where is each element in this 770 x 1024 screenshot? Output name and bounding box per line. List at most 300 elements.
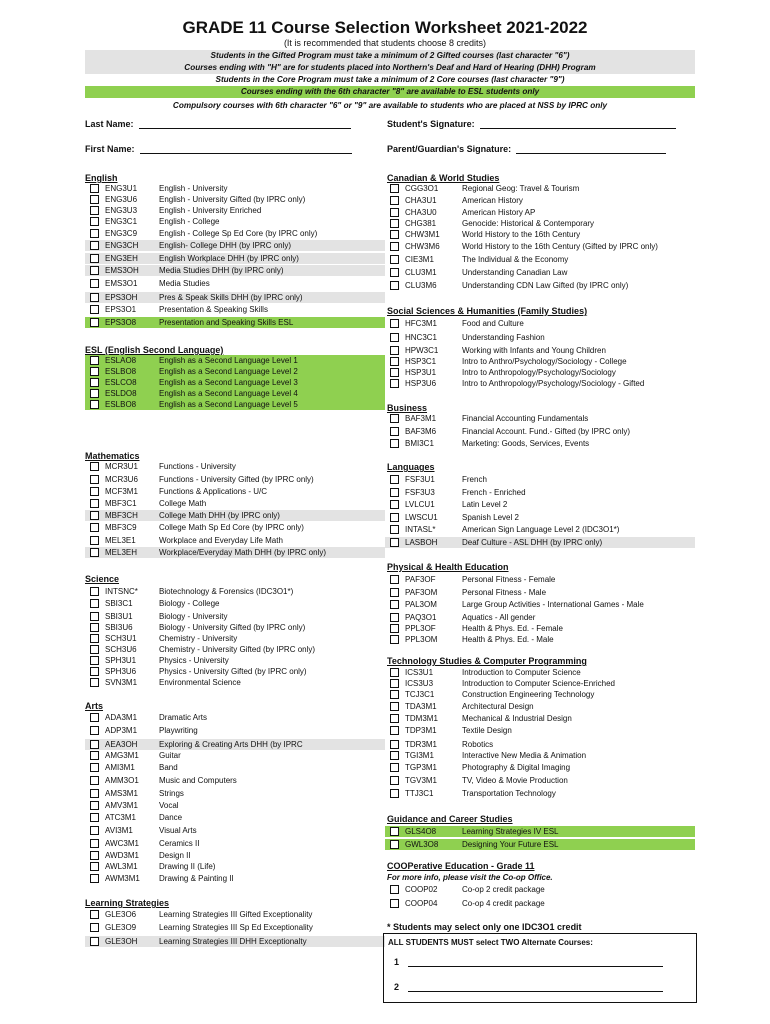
- course-checkbox[interactable]: [90, 184, 99, 193]
- course-row-aea3oh[interactable]: [85, 739, 385, 750]
- course-description: Biology - College: [159, 599, 220, 608]
- course-description: Interactive New Media & Animation: [462, 751, 587, 760]
- course-checkbox[interactable]: [90, 667, 99, 676]
- course-row-hnc3c1[interactable]: [385, 332, 695, 343]
- alternate-number-1: 1: [394, 957, 400, 967]
- course-row-tgp3m1[interactable]: [385, 762, 695, 773]
- course-code: GLE3O9: [105, 923, 137, 932]
- course-checkbox[interactable]: [90, 937, 99, 946]
- course-description: English as a Second Language Level 5: [159, 400, 298, 409]
- course-row-sbi3u1[interactable]: [85, 611, 385, 622]
- course-code: GWL3O8: [405, 840, 439, 849]
- course-checkbox[interactable]: [90, 813, 99, 822]
- section-title-science: Science: [85, 574, 120, 584]
- course-description: World History to the 16th Century (Gifted by IPRC only): [462, 242, 658, 251]
- course-checkbox[interactable]: [90, 612, 99, 621]
- course-checkbox[interactable]: [390, 679, 399, 688]
- course-code: LASBOH: [405, 538, 438, 547]
- course-row-mcr3u1[interactable]: [85, 461, 385, 472]
- course-code: ESLBO8: [105, 367, 137, 376]
- course-checkbox[interactable]: [390, 219, 399, 228]
- course-checkbox[interactable]: [90, 318, 99, 327]
- course-row-tcj3c1[interactable]: [385, 689, 695, 700]
- course-description: Functions & Applications - U/C: [159, 487, 268, 496]
- course-checkbox[interactable]: [390, 702, 399, 711]
- course-row-clu3m1[interactable]: [385, 267, 695, 278]
- course-description: Mechanical & Industrial Design: [462, 714, 572, 723]
- course-row-eng3u1[interactable]: [85, 183, 385, 194]
- course-code: CHW3M6: [405, 242, 440, 251]
- course-row-sch3u6[interactable]: [85, 644, 385, 655]
- course-description: Functions - University Gifted (by IPRC only): [159, 475, 314, 484]
- course-description: Large Group Activities - International Games - Male: [462, 600, 644, 609]
- course-checkbox[interactable]: [390, 899, 399, 908]
- course-checkbox[interactable]: [90, 279, 99, 288]
- course-checkbox[interactable]: [90, 367, 99, 376]
- course-code: TGI3M1: [405, 751, 434, 760]
- course-checkbox[interactable]: [390, 333, 399, 342]
- course-checkbox[interactable]: [390, 500, 399, 509]
- course-checkbox[interactable]: [90, 751, 99, 760]
- course-code: AMV3M1: [105, 801, 138, 810]
- course-checkbox[interactable]: [90, 206, 99, 215]
- course-row-bmi3c1[interactable]: [385, 438, 695, 449]
- course-row-eng3ch[interactable]: [85, 240, 385, 251]
- course-checkbox[interactable]: [90, 499, 99, 508]
- course-row-fsf3u3[interactable]: [385, 487, 695, 498]
- course-row-sph3u6[interactable]: [85, 666, 385, 677]
- course-row-avi3m1[interactable]: [85, 825, 385, 836]
- course-row-tdr3m1[interactable]: [385, 739, 695, 750]
- course-row-eps3oh[interactable]: [85, 292, 385, 303]
- course-row-mcf3m1[interactable]: [85, 486, 385, 497]
- course-checkbox[interactable]: [90, 195, 99, 204]
- course-row-intsnc[interactable]: [85, 586, 385, 597]
- course-checkbox[interactable]: [390, 368, 399, 377]
- section-title-learning-strategies: Learning Strategies: [85, 898, 170, 908]
- course-checkbox[interactable]: [90, 241, 99, 250]
- course-checkbox[interactable]: [90, 229, 99, 238]
- course-checkbox[interactable]: [90, 599, 99, 608]
- course-code: AMI3M1: [105, 763, 135, 772]
- course-checkbox[interactable]: [390, 230, 399, 239]
- course-row-gle3oh[interactable]: [85, 936, 385, 947]
- course-checkbox[interactable]: [390, 763, 399, 772]
- course-row-awd3m1[interactable]: [85, 850, 385, 861]
- course-checkbox[interactable]: [90, 305, 99, 314]
- section-title-languages: Languages: [387, 462, 435, 472]
- course-description: French - Enriched: [462, 488, 526, 497]
- note-dhh: Courses ending with "H" are for students placed into Northern's Deaf and Hard of Hearing (DHH) Program: [85, 62, 695, 74]
- course-description: Food and Culture: [462, 319, 524, 328]
- first-name-field[interactable]: [85, 144, 352, 154]
- course-row-ems3o1[interactable]: [85, 278, 385, 289]
- course-checkbox[interactable]: [390, 513, 399, 522]
- course-description: Learning Strategies III Gifted Exceptionality: [159, 910, 313, 919]
- idc-note: * Students may select only one IDC3O1 credit: [387, 922, 582, 932]
- course-description: Media Studies: [159, 279, 210, 288]
- course-checkbox[interactable]: [390, 668, 399, 677]
- course-checkbox[interactable]: [390, 740, 399, 749]
- course-checkbox[interactable]: [90, 678, 99, 687]
- course-row-lvlcu1[interactable]: [385, 499, 695, 510]
- course-row-paf3of[interactable]: [385, 574, 695, 585]
- course-description: Construction Engineering Technology: [462, 690, 595, 699]
- course-row-cha3u1[interactable]: [385, 195, 695, 206]
- course-row-mcr3u6[interactable]: [85, 474, 385, 485]
- course-row-hfc3m1[interactable]: [385, 318, 695, 329]
- student-signature-label: Student's Signature:: [387, 119, 475, 129]
- course-row-mel3eh[interactable]: [85, 547, 385, 558]
- course-row-hpw3c1[interactable]: [385, 345, 695, 356]
- course-row-amg3m1[interactable]: [85, 750, 385, 761]
- course-checkbox[interactable]: [390, 885, 399, 894]
- course-row-mel3e1[interactable]: [85, 535, 385, 546]
- course-row-coop04[interactable]: [385, 898, 695, 909]
- course-row-eslao8[interactable]: [85, 355, 385, 366]
- course-code: ESLBO8: [105, 400, 137, 409]
- course-checkbox[interactable]: [90, 511, 99, 520]
- course-checkbox[interactable]: [90, 776, 99, 785]
- course-checkbox[interactable]: [90, 874, 99, 883]
- note-gifted: Students in the Gifted Program must take a minimum of 2 Gifted courses (last character "6"): [85, 50, 695, 62]
- course-description: Physics - University Gifted (by IPRC only): [159, 667, 307, 676]
- course-row-tdp3m1[interactable]: [385, 725, 695, 736]
- page-title: GRADE 11 Course Selection Worksheet 2021-2022: [182, 18, 588, 37]
- last-name-field[interactable]: [85, 119, 351, 129]
- last-name-label: Last Name:: [85, 119, 134, 129]
- course-code: ADP3M1: [105, 726, 138, 735]
- course-code: HNC3C1: [405, 333, 438, 342]
- course-checkbox[interactable]: [390, 714, 399, 723]
- course-description: Music and Computers: [159, 776, 237, 785]
- course-row-eng3c1[interactable]: [85, 216, 385, 227]
- course-description: Workplace/Everyday Math DHH (by IPRC only): [159, 548, 327, 557]
- course-code: MCR3U1: [105, 462, 138, 471]
- course-checkbox[interactable]: [90, 587, 99, 596]
- course-row-gle3o6[interactable]: [85, 909, 385, 920]
- course-checkbox[interactable]: [90, 801, 99, 810]
- course-row-ttj3c1[interactable]: [385, 788, 695, 799]
- course-checkbox[interactable]: [390, 690, 399, 699]
- course-row-ems3oh[interactable]: [85, 265, 385, 276]
- course-checkbox[interactable]: [90, 839, 99, 848]
- course-description: Learning Strategies IV ESL: [462, 827, 559, 836]
- course-row-clu3m6[interactable]: [385, 280, 695, 291]
- parent-signature-field[interactable]: [387, 144, 666, 154]
- course-row-tda3m1[interactable]: [385, 701, 695, 712]
- course-code: SBI3U6: [105, 623, 133, 632]
- course-description: Playwriting: [159, 726, 198, 735]
- course-checkbox[interactable]: [90, 726, 99, 735]
- course-code: TDP3M1: [405, 726, 437, 735]
- course-row-chg381[interactable]: [385, 218, 695, 229]
- course-row-cgg3o1[interactable]: [385, 183, 695, 194]
- course-description: Robotics: [462, 740, 494, 749]
- course-description: English - College Sp Ed Core (by IPRC only): [159, 229, 318, 238]
- course-row-mbf3c1[interactable]: [85, 498, 385, 509]
- course-row-baf3m6[interactable]: [385, 426, 695, 437]
- course-checkbox[interactable]: [390, 196, 399, 205]
- course-row-gls4o8[interactable]: [385, 826, 695, 837]
- course-row-tdm3m1[interactable]: [385, 713, 695, 724]
- course-checkbox[interactable]: [90, 536, 99, 545]
- course-checkbox[interactable]: [390, 789, 399, 798]
- course-row-sch3u1[interactable]: [85, 633, 385, 644]
- course-code: BMI3C1: [405, 439, 434, 448]
- course-checkbox[interactable]: [90, 645, 99, 654]
- course-checkbox[interactable]: [90, 713, 99, 722]
- course-checkbox[interactable]: [390, 268, 399, 277]
- course-row-awl3m1[interactable]: [85, 861, 385, 872]
- course-checkbox[interactable]: [90, 548, 99, 557]
- course-description: Regional Geog: Travel & Tourism: [462, 184, 580, 193]
- course-row-ams3m1[interactable]: [85, 788, 385, 799]
- course-row-amv3m1[interactable]: [85, 800, 385, 811]
- course-row-svn3m1[interactable]: [85, 677, 385, 688]
- course-checkbox[interactable]: [90, 910, 99, 919]
- course-row-lasboh[interactable]: [385, 537, 695, 548]
- course-checkbox[interactable]: [90, 623, 99, 632]
- course-checkbox[interactable]: [90, 487, 99, 496]
- section-title-esl-english-second-language: ESL (English Second Language): [85, 345, 224, 355]
- course-row-chw3m6[interactable]: [385, 241, 695, 252]
- alternate-course-1-input[interactable]: [408, 966, 663, 967]
- course-checkbox[interactable]: [90, 656, 99, 665]
- course-checkbox[interactable]: [90, 789, 99, 798]
- note-esl: Courses ending with the 6th character "8" are available to ESL students only: [85, 86, 695, 98]
- course-checkbox[interactable]: [390, 242, 399, 251]
- course-checkbox[interactable]: [90, 266, 99, 275]
- section-title-english: English: [85, 173, 118, 183]
- course-code: AWC3M1: [105, 839, 139, 848]
- course-code: COOP04: [405, 899, 438, 908]
- course-description: Designing Your Future ESL: [462, 840, 559, 849]
- course-checkbox[interactable]: [390, 439, 399, 448]
- course-row-tgi3m1[interactable]: [385, 750, 695, 761]
- course-code: ENG3C1: [105, 217, 138, 226]
- course-code: ICS3U1: [405, 668, 434, 677]
- course-row-eslco8[interactable]: [85, 377, 385, 388]
- course-checkbox[interactable]: [90, 851, 99, 860]
- course-checkbox[interactable]: [390, 613, 399, 622]
- course-code: TGP3M1: [405, 763, 438, 772]
- course-row-sbi3c1[interactable]: [85, 598, 385, 609]
- course-checkbox[interactable]: [390, 379, 399, 388]
- course-checkbox[interactable]: [390, 776, 399, 785]
- course-checkbox[interactable]: [90, 763, 99, 772]
- course-checkbox[interactable]: [90, 475, 99, 484]
- course-row-cie3m1[interactable]: [385, 254, 695, 265]
- course-code: AMG3M1: [105, 751, 139, 760]
- course-checkbox[interactable]: [390, 726, 399, 735]
- course-row-baf3m1[interactable]: [385, 413, 695, 424]
- course-description: Dramatic Arts: [159, 713, 208, 722]
- course-checkbox[interactable]: [390, 357, 399, 366]
- course-checkbox[interactable]: [390, 588, 399, 597]
- course-description: English as a Second Language Level 1: [159, 356, 298, 365]
- course-checkbox[interactable]: [390, 840, 399, 849]
- course-description: Aquatics - All gender: [462, 613, 536, 622]
- course-checkbox[interactable]: [390, 475, 399, 484]
- alternate-number-2: 2: [394, 982, 400, 992]
- course-description: Functions - University: [159, 462, 236, 471]
- course-checkbox[interactable]: [90, 389, 99, 398]
- course-checkbox[interactable]: [90, 378, 99, 387]
- course-row-awc3m1[interactable]: [85, 838, 385, 849]
- course-checkbox[interactable]: [90, 826, 99, 835]
- course-checkbox[interactable]: [90, 400, 99, 409]
- course-code: HSP3U6: [405, 379, 437, 388]
- course-checkbox[interactable]: [390, 538, 399, 547]
- course-checkbox[interactable]: [90, 862, 99, 871]
- course-row-eps3o8[interactable]: [85, 317, 385, 328]
- course-description: Guitar: [159, 751, 181, 760]
- course-description: Co-op 2 credit package: [462, 885, 545, 894]
- course-row-atc3m1[interactable]: [85, 812, 385, 823]
- course-row-amm3o1[interactable]: [85, 775, 385, 786]
- course-description: Physics - University: [159, 656, 229, 665]
- course-code: MCF3M1: [105, 487, 138, 496]
- course-row-hsp3u6[interactable]: [385, 378, 695, 389]
- course-checkbox[interactable]: [90, 356, 99, 365]
- course-checkbox[interactable]: [390, 635, 399, 644]
- course-description: Co-op 4 credit package: [462, 899, 545, 908]
- alternates-heading: ALL STUDENTS MUST select TWO Alternate Courses:: [388, 938, 593, 947]
- student-signature-field[interactable]: [387, 119, 676, 129]
- course-row-ics3u3[interactable]: [385, 678, 695, 689]
- course-row-mbf3ch[interactable]: [85, 510, 385, 521]
- course-code: HSP3U1: [405, 368, 437, 377]
- section-title-technology-studies-computer-programming: Technology Studies & Computer Programming: [387, 656, 587, 666]
- course-row-lwscu1[interactable]: [385, 512, 695, 523]
- course-row-eng3u6[interactable]: [85, 194, 385, 205]
- course-checkbox[interactable]: [90, 217, 99, 226]
- coop-info: For more info, please visit the Co-op Office.: [387, 873, 553, 882]
- course-checkbox[interactable]: [390, 624, 399, 633]
- course-checkbox[interactable]: [90, 293, 99, 302]
- course-row-intasl[interactable]: [385, 524, 695, 535]
- course-checkbox[interactable]: [390, 575, 399, 584]
- course-row-adp3m1[interactable]: [85, 725, 385, 736]
- course-code: SBI3U1: [105, 612, 133, 621]
- course-row-eslbo8[interactable]: [85, 399, 385, 410]
- course-checkbox[interactable]: [90, 923, 99, 932]
- course-description: Exploring & Creating Arts DHH (by IPRC: [159, 740, 303, 749]
- course-checkbox[interactable]: [390, 208, 399, 217]
- course-description: Intro to Anthropology/Psychology/Sociology - Gifted: [462, 379, 645, 388]
- course-row-hsp3c1[interactable]: [385, 356, 695, 367]
- coop-title: COOPerative Education - Grade 11: [387, 861, 535, 871]
- course-row-fsf3u1[interactable]: [385, 474, 695, 485]
- course-checkbox[interactable]: [390, 255, 399, 264]
- course-description: Biology - University Gifted (by IPRC only): [159, 623, 306, 632]
- course-code: MBF3C9: [105, 523, 137, 532]
- course-description: English as a Second Language Level 3: [159, 378, 298, 387]
- section-title-canadian-world-studies: Canadian & World Studies: [387, 173, 500, 183]
- course-description: Strings: [159, 789, 184, 798]
- course-row-awm3m1[interactable]: [85, 873, 385, 884]
- course-row-gle3o9[interactable]: [85, 922, 385, 933]
- course-row-pal3om[interactable]: [385, 599, 695, 610]
- course-row-ics3u1[interactable]: [385, 667, 695, 678]
- course-code: PAF3OM: [405, 588, 438, 597]
- course-row-coop02[interactable]: [385, 884, 695, 895]
- course-checkbox[interactable]: [390, 827, 399, 836]
- course-code: HSP3C1: [405, 357, 437, 366]
- course-description: Latin Level 2: [462, 500, 508, 509]
- course-description: Intro to Anthro/Psychology/Sociology - College: [462, 357, 627, 366]
- course-checkbox[interactable]: [90, 634, 99, 643]
- course-row-sbi3u6[interactable]: [85, 622, 385, 633]
- alternate-course-2-input[interactable]: [408, 991, 663, 992]
- course-checkbox[interactable]: [390, 319, 399, 328]
- course-description: Learning Strategies III DHH Exceptionalty: [159, 937, 307, 946]
- course-description: American History AP: [462, 208, 536, 217]
- course-checkbox[interactable]: [390, 281, 399, 290]
- course-row-tgv3m1[interactable]: [385, 775, 695, 786]
- course-row-ppl3om[interactable]: [385, 634, 695, 645]
- course-description: Understanding Canadian Law: [462, 268, 568, 277]
- course-row-eng3c9[interactable]: [85, 228, 385, 239]
- course-checkbox[interactable]: [390, 488, 399, 497]
- course-row-hsp3u1[interactable]: [385, 367, 695, 378]
- course-row-eng3u3[interactable]: [85, 205, 385, 216]
- course-description: American History: [462, 196, 523, 205]
- course-row-eng3eh[interactable]: [85, 253, 385, 264]
- section-title-physical-health-education: Physical & Health Education: [387, 562, 509, 572]
- course-row-ami3m1[interactable]: [85, 762, 385, 773]
- course-checkbox[interactable]: [90, 254, 99, 263]
- course-checkbox[interactable]: [390, 414, 399, 423]
- course-row-ada3m1[interactable]: [85, 712, 385, 723]
- course-row-eps3o1[interactable]: [85, 304, 385, 315]
- section-title-arts: Arts: [85, 701, 104, 711]
- course-row-ppl3of[interactable]: [385, 623, 695, 634]
- course-row-mbf3c9[interactable]: [85, 522, 385, 533]
- course-code: INTSNC*: [105, 587, 138, 596]
- course-code: ADA3M1: [105, 713, 138, 722]
- course-checkbox[interactable]: [90, 740, 99, 749]
- course-code: MEL3EH: [105, 548, 138, 557]
- course-row-esldo8[interactable]: [85, 388, 385, 399]
- course-row-eslbo8[interactable]: [85, 366, 385, 377]
- course-description: Financial Account. Fund.- Gifted (by IPRC only): [462, 427, 631, 436]
- course-code: SPH3U6: [105, 667, 137, 676]
- course-checkbox[interactable]: [390, 346, 399, 355]
- course-description: Deaf Culture - ASL DHH (by IPRC only): [462, 538, 603, 547]
- course-code: LWSCU1: [405, 513, 438, 522]
- course-checkbox[interactable]: [390, 427, 399, 436]
- course-checkbox[interactable]: [90, 523, 99, 532]
- course-checkbox[interactable]: [90, 462, 99, 471]
- course-checkbox[interactable]: [390, 525, 399, 534]
- course-checkbox[interactable]: [390, 751, 399, 760]
- course-row-paq3o1[interactable]: [385, 612, 695, 623]
- course-description: Drawing II (Life): [159, 862, 216, 871]
- course-row-gwl3o8[interactable]: [385, 839, 695, 850]
- course-code: TTJ3C1: [405, 789, 434, 798]
- course-code: FSF3U3: [405, 488, 435, 497]
- course-description: Introduction to Computer Science: [462, 668, 581, 677]
- course-row-sph3u1[interactable]: [85, 655, 385, 666]
- course-description: Design II: [159, 851, 191, 860]
- course-checkbox[interactable]: [390, 184, 399, 193]
- course-checkbox[interactable]: [390, 600, 399, 609]
- course-row-paf3om[interactable]: [385, 587, 695, 598]
- course-row-chw3m1[interactable]: [385, 229, 695, 240]
- course-row-cha3u0[interactable]: [385, 207, 695, 218]
